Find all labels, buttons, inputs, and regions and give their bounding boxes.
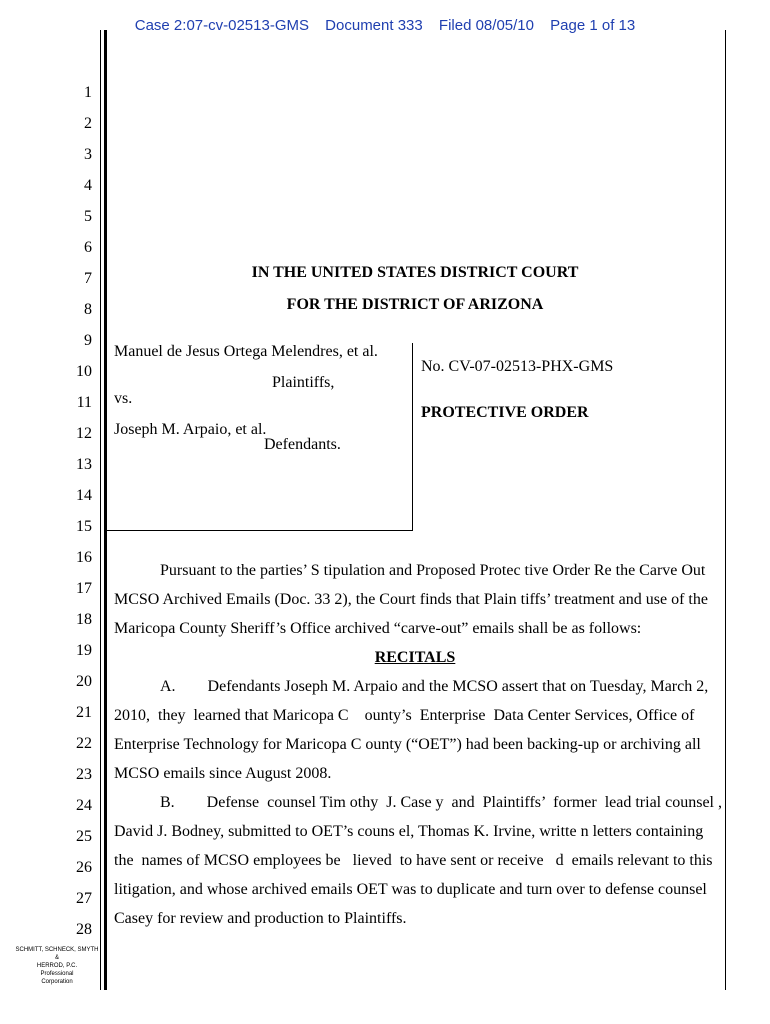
line-number: 11: [76, 394, 92, 411]
line-number: 4: [84, 177, 92, 194]
firm-name-line: Professional: [40, 971, 74, 977]
line-number: 25: [76, 828, 92, 845]
line-number: 6: [84, 239, 92, 256]
left-margin-double-rule: [104, 30, 107, 990]
firm-name-line: SCHMITT, SCHNECK, SMYTH &: [15, 947, 99, 961]
defendants-label: Defendants.: [264, 436, 341, 453]
case-number: No. CV-07-02513-PHX-GMS: [421, 358, 614, 375]
firm-name-line: HERROD, P.C.: [36, 963, 78, 969]
body-line: B. Defense counsel Tim othy J. Case y and Plaintiffs’ former lead trial counsel ,: [160, 794, 722, 811]
header-document-number: Document 333: [325, 17, 423, 34]
body-line: Pursuant to the parties’ S tipulation and Proposed Protec tive Order Re the Carve Out: [160, 562, 706, 579]
versus-label: vs.: [114, 390, 133, 407]
line-number: 8: [84, 301, 92, 318]
body-line: A. Defendants Joseph M. Arpaio and the MCSO assert that on Tuesday, March 2,: [160, 678, 709, 695]
line-number: 13: [76, 456, 92, 473]
plaintiffs-label: Plaintiffs,: [272, 374, 335, 391]
court-district: FOR THE DISTRICT OF ARIZONA: [286, 296, 544, 313]
line-number: 14: [76, 487, 92, 504]
line-number: 21: [76, 704, 92, 721]
line-number: 17: [76, 580, 92, 597]
left-margin-rule: [100, 30, 101, 990]
line-number: 27: [76, 890, 92, 907]
line-number: 7: [84, 270, 92, 287]
line-number: 3: [84, 146, 92, 163]
firm-footer: [14, 946, 100, 986]
body-line: litigation, and whose archived emails OET was to duplicate and turn over to defense counsel: [114, 881, 707, 898]
body-line: Casey for review and production to Plaintiffs.: [114, 910, 407, 927]
line-number: 15: [76, 518, 92, 535]
right-margin-rule: [725, 30, 726, 990]
line-number: 22: [76, 735, 92, 752]
firm-name-line: Corporation: [41, 979, 73, 985]
defendant-name: Joseph M. Arpaio, et al.: [114, 421, 267, 438]
header-page-count: Page 1 of 13: [550, 17, 636, 34]
line-number: 20: [76, 673, 92, 690]
line-number: 26: [76, 859, 92, 876]
ecf-header: [0, 17, 770, 34]
court-name: IN THE UNITED STATES DISTRICT COURT: [251, 264, 579, 281]
header-filed-date: Filed 08/05/10: [438, 17, 534, 34]
line-number: 12: [76, 425, 92, 442]
body-line: MCSO Archived Emails (Doc. 33 2), the Court finds that Plain tiffs’ treatment and use of the: [114, 591, 708, 608]
plaintiff-name: Manuel de Jesus Ortega Melendres, et al.: [114, 343, 378, 360]
body-line: the names of MCSO employees be lieved to have sent or receive d emails relevant to this: [114, 852, 713, 869]
line-number: 9: [84, 332, 92, 349]
line-number: 24: [76, 797, 92, 814]
line-number: 19: [76, 642, 92, 659]
body-line: David J. Bodney, submitted to OET’s couns el, Thomas K. Irvine, writte n letters containing: [114, 823, 704, 840]
line-number: 1: [84, 84, 92, 101]
line-number: 23: [76, 766, 92, 783]
line-number: 5: [84, 208, 92, 225]
line-number: 2: [84, 115, 92, 132]
body-line: Enterprise Technology for Maricopa C ounty (“OET”) had been backing-up or archiving all: [114, 736, 701, 753]
line-number: 10: [76, 363, 92, 380]
body-line: 2010, they learned that Maricopa C ounty’s Enterprise Data Center Services, Office of: [114, 707, 695, 724]
body-line: MCSO emails since August 2008.: [114, 765, 332, 782]
line-number: 28: [76, 921, 92, 938]
caption-divider-horizontal: [105, 530, 413, 531]
caption-divider-vertical: [412, 343, 413, 531]
recitals-heading: RECITALS: [374, 649, 456, 666]
line-number: 18: [76, 611, 92, 628]
body-line: Maricopa County Sheriff’s Office archived “carve-out” emails shall be as follows:: [114, 620, 642, 637]
document-title: PROTECTIVE ORDER: [421, 404, 589, 421]
line-number: 16: [76, 549, 92, 566]
header-case-number: Case 2:07-cv-02513-GMS: [134, 17, 309, 34]
